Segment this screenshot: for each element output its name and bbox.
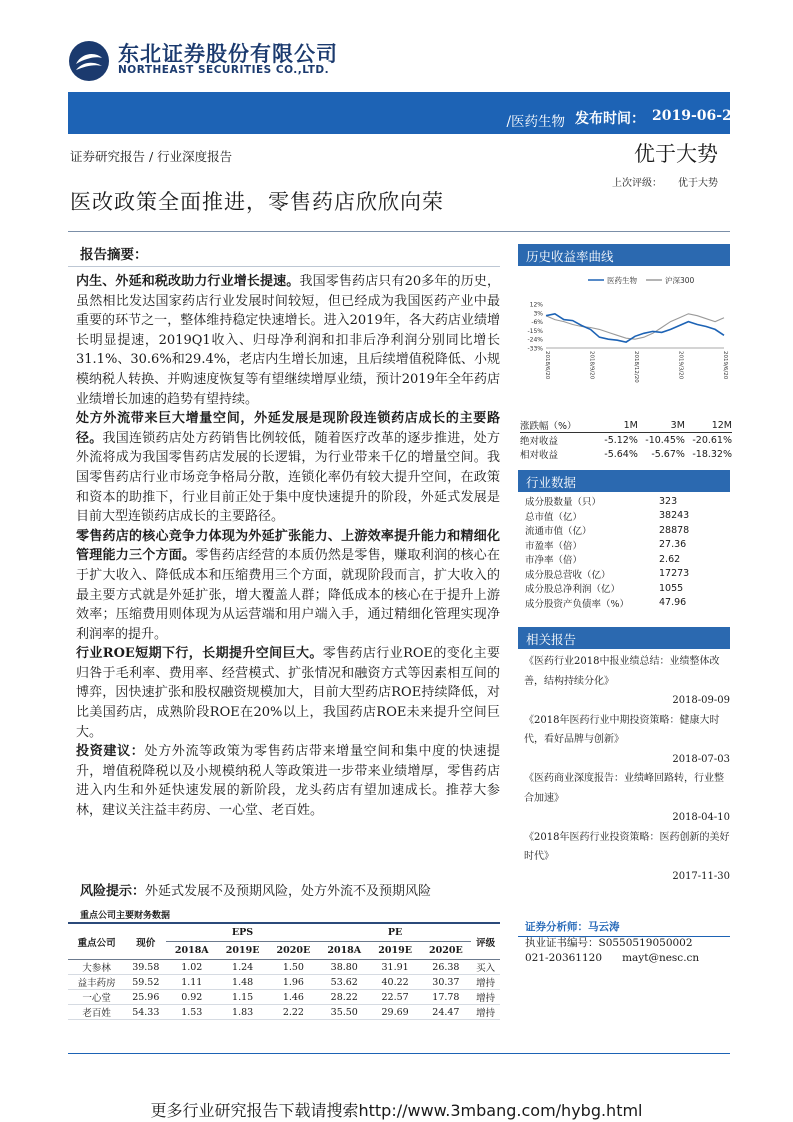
risk-warning [80,880,431,899]
cell-rating: 增持 [471,990,500,1005]
cell-price: 39.58 [125,960,166,975]
perf-value: -20.61% [692,434,732,446]
x-tick-label: 2018/6/20 [544,351,550,380]
legend-label-1: 医药生物 [607,276,637,285]
cell-value: 1.11 [166,975,217,990]
cell-value: 28.22 [319,990,370,1005]
table-row [68,960,500,975]
col-year: 2018A [166,942,217,960]
table-row [525,567,689,582]
perf-period: 1M [598,418,638,433]
col-year: 2018A [319,942,370,960]
x-tick-label: 2018/12/20 [633,351,639,383]
previous-rating-label: 上次评级： [612,178,662,189]
paragraph-text: 我国零售药店只有20多年的历史，虽然相比发达国家药店行业发展时间较短，但已经成为我国医药产业中最重要的环节之一，整体维持稳定快速增长。进入2019年，各大药店业绩增长明显提速，2019Q1收入、归母净利润和扣非后净利润分别同比增长31.1%、30.6%和29.4%，老店内生增长加速，且后续增值税降低、小规模纳税人转换、并购速度恢复等有望继续增厚业绩，预计2019年全年药店业绩增长加速的趋势有望持续。 [76,274,500,407]
cell-value: 22.57 [370,990,421,1005]
market-value: 17273 [659,568,690,580]
cell-company: 老百姓 [68,1005,125,1020]
report-title: 医改政策全面推进，零售药店欣欣向荣 [70,190,444,214]
related-report-title: 《2018年医药行业中期投资策略：健康大时代，看好品牌与创新》 [524,714,720,745]
related-report-date: 2018-09-09 [672,695,730,706]
x-tick-label: 2019/6/20 [722,351,728,380]
company-logo [68,40,110,82]
col-eps: EPS [166,923,318,942]
related-heading: 相关报告 [526,632,577,647]
market-heading: 行业数据 [526,475,577,490]
cell-value: 1.02 [166,960,217,975]
col-pe: PE [319,923,471,942]
perf-row-label: 绝对收益 [520,436,559,447]
analyst-contact [525,951,699,967]
y-tick-label: 12% [529,301,543,309]
series-line-sector [546,314,724,342]
footer-link[interactable]: 更多行业研究报告下载请搜索http://www.3mbang.com/hybg.html [150,1101,643,1120]
related-report-title: 《医药商业深度报告：业绩峰回路转，行业整合加速》 [524,773,724,804]
market-label: 市净率（倍） [525,555,583,567]
analyst-license: 执业证书编号：S0550519050002 [525,936,693,949]
cell-value: 1.50 [268,960,319,975]
abstract-paragraph [76,742,500,820]
cell-value: 1.83 [217,1005,268,1020]
table-row [525,509,689,524]
y-tick-label: -6% [531,319,543,327]
y-axis [527,302,724,353]
cell-value: 1.48 [217,975,268,990]
cell-value: 1.46 [268,990,319,1005]
cell-price: 54.33 [125,1005,166,1020]
related-report-date: 2018-04-10 [672,812,730,823]
col-year: 2020E [268,942,319,960]
related-report-date: 2018-07-03 [672,753,730,765]
related-report-title: 《医药行业2018中报业绩总结：业绩整体改善，结构持续分化》 [524,656,720,687]
cell-price: 59.52 [125,975,166,990]
market-label: 成分股资产负债率（%） [525,598,630,610]
market-value: 1055 [659,582,684,594]
col-company: 重点公司 [68,923,125,960]
table-row [520,433,732,448]
cell-value: 40.22 [370,975,421,990]
analyst-name: 证券分析师：马云涛 [525,921,620,933]
x-tick-label: 2019/3/20 [677,351,684,380]
y-tick-label: 3% [533,310,543,318]
cell-value: 26.38 [421,960,472,975]
perf-value: -10.45% [645,434,685,446]
cell-value: 24.47 [421,1005,472,1020]
market-label: 成分股总营收（亿） [525,569,611,581]
market-value: 27.36 [659,539,687,551]
analyst-divider [518,936,730,937]
x-tick-label: 2018/9/20 [588,351,595,380]
perf-value: -5.67% [651,448,685,460]
abstract-divider [68,266,500,267]
perf-value: -5.64% [604,448,638,460]
col-year: 2019E [217,942,268,960]
perf-value: -5.12% [604,434,638,446]
cell-price: 25.96 [125,990,166,1005]
previous-rating [612,174,718,189]
abstract-paragraph [76,272,500,409]
table-row [525,596,689,611]
cell-company: 益丰药房 [68,975,125,990]
perf-row-label: 相对收益 [520,450,559,461]
perf-period: 3M [638,418,685,433]
analyst-email[interactable]: mayt@nesc.cn [622,952,700,964]
y-tick-label: -15% [527,327,543,335]
table-row [520,447,732,461]
related-report-title: 《2018年医药行业投资策略：医药创新的美好时代》 [524,831,730,862]
related-reports [524,652,730,886]
abstract-paragraph [76,527,500,645]
cell-value: 0.92 [166,990,217,1005]
market-label: 总市值（亿） [525,511,583,523]
performance-table [520,418,732,461]
table-row [68,990,500,1005]
abstract-body [76,272,500,821]
company-name-cn: 东北证券股份有限公司 [118,42,338,66]
financials-caption: 重点公司主要财务数据 [80,911,171,921]
market-label: 成分股数量（只） [525,497,602,509]
publish-date-value: 2019-06-20 [652,108,742,124]
y-tick-label: -24% [527,336,543,344]
market-value: 2.62 [659,553,681,565]
return-chart [518,270,730,400]
cell-value: 17.78 [421,990,472,1005]
perf-value: -18.32% [692,448,732,460]
col-year: 2020E [421,942,472,960]
sector-label: /医药生物 [506,114,565,130]
cell-value: 1.53 [166,1005,217,1020]
cell-value: 29.69 [370,1005,421,1020]
cell-value: 35.50 [319,1005,370,1020]
market-label: 市盈率（倍） [525,540,583,552]
cell-rating: 买入 [471,960,500,975]
abstract-paragraph [76,644,500,742]
paragraph-text: 处方外流等政策为零售药店带来增量空间和集中度的快速提升，增值税降税以及小规模纳税人等政策进一步带来业绩增厚，零售药店进入内生和外延快速发展的新阶段，龙头药店有望加速成长。推荐大参林，建议关注益丰药房、一心堂、老百姓。 [76,744,500,819]
related-report-date: 2017-11-30 [672,870,730,882]
risk-label: 风险提示： [80,884,146,899]
perf-period: 12M [685,418,732,433]
paragraph-lead: 内生、外延和税改助力行业增长提速。 [76,274,300,289]
cell-value: 2.22 [268,1005,319,1020]
col-year: 2019E [370,942,421,960]
paragraph-text: 我国连锁药店处方药销售比例较低，随着医疗改革的逐步推进，处方外流将成为我国零售药店发展的长逻辑，为行业带来千亿的增量空间。我国零售药店行业市场竞争格局分散，连锁化率仍有较大提升空间，在政策和资本的助推下，行业目前正处于集中度快速提升的阶段，外延式发展是目前大型连锁药店成长的主要路径。 [76,430,500,525]
chart-heading: 历史收益率曲线 [526,249,614,264]
cell-value: 1.24 [217,960,268,975]
cell-company: 大参林 [68,960,125,975]
market-value: 47.96 [659,597,687,609]
related-report-item[interactable] [524,652,730,711]
page-bottom-rule [68,1053,730,1054]
legend-label-2: 沪深300 [665,276,695,285]
related-report-item[interactable] [524,769,730,828]
market-label: 成分股总净利润（亿） [525,584,621,596]
cell-company: 一心堂 [68,990,125,1005]
financials-table [68,922,500,1020]
table-row [525,552,689,567]
perf-header-label: 涨跌幅（%） [520,418,598,433]
market-label: 流通市值（亿） [525,526,592,538]
paragraph-lead: 处方外流带来巨大增量空间，外延发展是现阶段连锁药店成长的主要路径。 [76,411,500,446]
market-data-table [525,494,689,610]
paragraph-text: 零售药店经营的本质仍然是零售，赚取利润的核心在于扩大收入、降低成本和压缩费用三个方面，就现阶段而言，扩大收入的最主要方式就是外延扩张，增大覆盖人群；降低成本的核心在于提升上游效率；压缩费用则体现为从运营端和用户端入手，通过精细化管理实现净利润率的提升。 [76,548,500,642]
cell-value: 1.96 [268,975,319,990]
market-value: 38243 [659,510,690,522]
company-name-en: NORTHEAST SECURITIES CO.,LTD. [118,64,330,76]
paragraph-text: 零售药店行业ROE的变化主要归咎于毛利率、费用率、经营模式、扩张情况和融资方式等因素相互间的博弈，因快速扩张和股权融资规模加大，目前大型药店ROE持续降低，对比美国药店，成熟阶段ROE在20%以上，我国药店ROE未来提升空间巨大。 [76,646,500,740]
col-price: 现价 [125,923,166,960]
related-report-item[interactable] [524,711,730,770]
table-row [525,494,689,509]
breadcrumb: 证券研究报告 / 行业深度报告 [70,149,233,164]
x-axis [544,351,728,383]
market-value: 323 [659,495,678,507]
paragraph-lead: 零售药店的核心竞争力体现为外延扩张能力、上游效率提升能力和精细化管理能力三个方面。 [76,528,500,564]
previous-rating-value: 优于大势 [678,178,718,189]
plot-area [546,314,724,342]
col-rating: 评级 [471,923,500,960]
analyst-phone: 021-20361120 [525,952,603,964]
cell-rating: 增持 [471,975,500,990]
publish-date-label: 发布时间： [575,111,645,127]
table-row [68,975,500,990]
table-row [68,1005,500,1020]
analyst-info [525,920,699,967]
paragraph-lead: 投资建议： [76,744,145,760]
table-row [525,523,689,538]
market-value: 28878 [659,524,690,536]
y-tick-label: -33% [527,345,543,353]
risk-text: 外延式发展不及预期风险，处方外流不及预期风险 [145,884,432,899]
title-divider [68,231,730,232]
abstract-paragraph [76,409,500,527]
table-row [525,581,689,596]
abstract-heading: 报告摘要： [80,247,148,263]
cell-value: 53.62 [319,975,370,990]
cell-value: 38.80 [319,960,370,975]
related-report-item[interactable] [524,828,730,887]
rating: 优于大势 [634,142,718,166]
cell-rating: 增持 [471,1005,500,1020]
series-line-benchmark [546,314,724,339]
table-row [525,538,689,553]
cell-value: 1.15 [217,990,268,1005]
cell-value: 30.37 [421,975,472,990]
paragraph-lead: 行业ROE短期下行，长期提升空间巨大。 [76,646,323,662]
cell-value: 31.91 [370,960,421,975]
